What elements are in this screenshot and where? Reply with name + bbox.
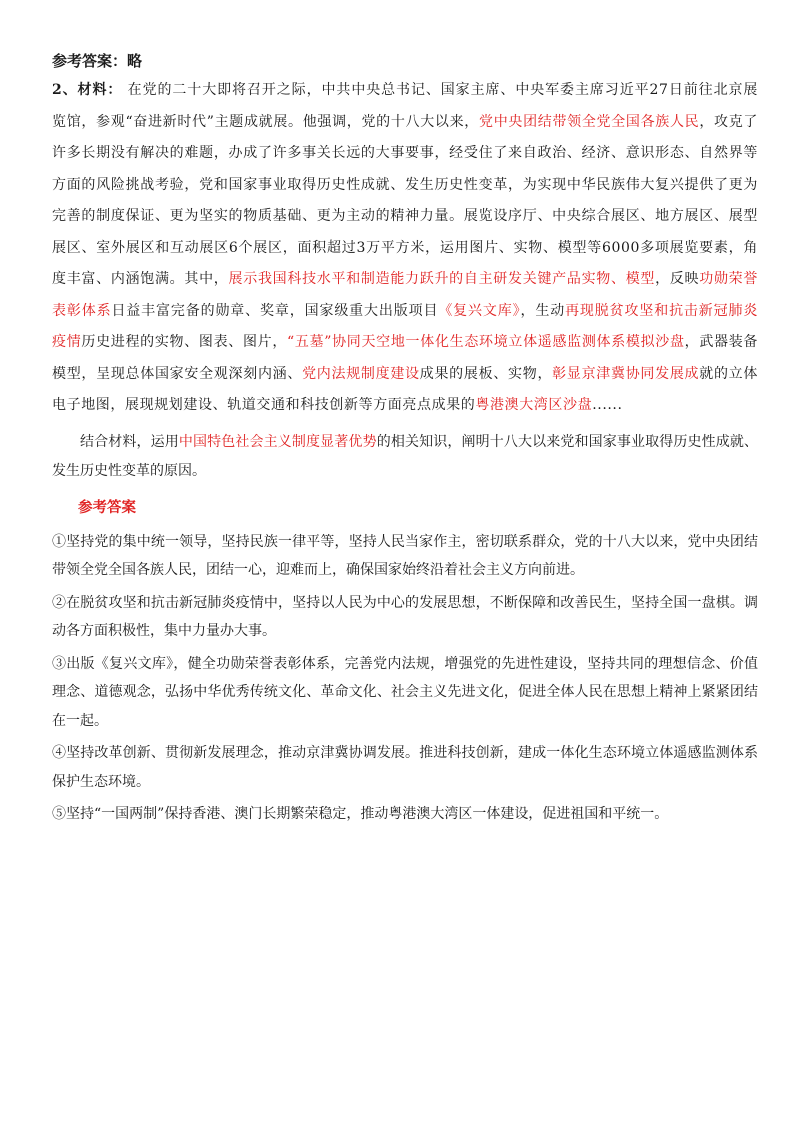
answer-item: ①坚持党的集中统一领导，坚持民族一律平等，坚持人民当家作主，密切联系群众，党的十八大以来，党中央团结带领全党全国各族人民，团结一心，迎难而上，确保国家始终沿着社会主义方向前进。 bbox=[52, 533, 758, 578]
reference-answer-heading: 参考答案：略 bbox=[52, 52, 143, 70]
text-segment: 历史进程的实物、图表、图片， bbox=[81, 334, 288, 350]
text-segment: ，反映 bbox=[655, 271, 700, 287]
text-segment: 在党的二十大即将召开之际，中共中央总书记、国家主席、中央军委主席习近平27日前往北京展览馆，参观“奋进新时代”主题成就展。他强调，党的十八大以来， bbox=[52, 82, 758, 130]
text-segment: 结合材料，运用 bbox=[80, 433, 179, 450]
answer-item: ⑤坚持“一国两制”保持香港、澳门长期繁荣稳定，推动粤港澳大湾区一体建设，促进祖国和平统一。 bbox=[52, 806, 669, 822]
text-segment: ，武器装备模型，呈现总体国家安全观深刻内涵、 bbox=[52, 334, 759, 382]
highlighted-text: 粤港澳大湾区沙盘 bbox=[475, 397, 593, 413]
question-number: 2、材料： bbox=[52, 82, 123, 98]
text-segment: 日益丰富完备的勋章、奖章，国家级重大出版项目 bbox=[111, 302, 439, 319]
highlighted-text: 党内法规制度建设 bbox=[302, 365, 420, 382]
document-page bbox=[52, 48, 758, 833]
highlighted-text: 党中央团结带领全党全国各族人民 bbox=[479, 113, 700, 130]
highlighted-text: 《复兴文库》 bbox=[438, 302, 521, 319]
highlighted-text: 再现脱贫攻坚和抗击新冠肺炎疫情 bbox=[52, 302, 758, 350]
material-paragraph bbox=[52, 75, 758, 422]
text-segment: ，攻克了许多长期没有解决的难题，办成了许多事关长远的大事要事，经受住了来自政治、经济、意识形态、自然界等方面的风险挑战考验，党和国家事业取得历史性成就、发生历史性变革，为实现中华民族伟大复兴提供了更为完善的制度保证、更为坚实的物质基础、更为主动的精神力量。展览设序厅、中央综合展区、地方展区、展型展区、室外展区和互动展区6个展区，面积超过3万平方米，运用图片、实物、模型等6000多项展览要素，角度丰富、内涵饱满。其中， bbox=[52, 113, 759, 287]
highlighted-text: “五墓”协同天空地一体化生态环境立体遥感监测体系模拟沙盘 bbox=[287, 334, 685, 350]
answer-item: ④坚持改革创新、贯彻新发展理念，推动京津冀协调发展。推进科技创新，建成一体化生态环境立体遥感监测体系保护生态环境。 bbox=[52, 745, 758, 790]
text-segment: 成果的展板、实物， bbox=[419, 365, 553, 382]
answer-item: ②在脱贫攻坚和抗击新冠肺炎疫情中，坚持以人民为中心的发展思想，不断保障和改善民生，坚持全国一盘棋。调动各方面积极性，集中力量办大事。 bbox=[52, 594, 758, 639]
highlighted-text: 彰显京津冀协同发展成 bbox=[552, 365, 700, 382]
answer-item: ③出版《复兴文库》，健全功勋荣誉表彰体系，完善党内法规，增强党的先进性建设，坚持共同的理想信念、价值理念、道德观念，弘扬中华优秀传统文化、革命文化、社会主义先进文化，促进全体人民在思想上精神上紧紧团结在一起。 bbox=[52, 655, 758, 729]
answer-list bbox=[52, 528, 758, 829]
text-segment: ...... bbox=[592, 397, 623, 413]
question-paragraph bbox=[52, 428, 758, 486]
text-segment: ，生动 bbox=[520, 302, 566, 319]
highlighted-text: 展示我国科技水平和制造能力跃升的自主研发关键产品实物、模型 bbox=[228, 271, 656, 287]
highlighted-text: 功勋荣誉表彰体系 bbox=[52, 271, 758, 319]
text-segment: 就的立体电子地图，展现规划建设、轨道交通和科技创新等方面亮点成果的 bbox=[52, 365, 758, 413]
highlighted-text: 中国特色社会主义制度显著优势 bbox=[178, 433, 377, 450]
answer-title: 参考答案 bbox=[78, 498, 136, 516]
text-segment: 的相关知识，阐明十八大以来党和国家事业取得历史性成就、发生历史性变革的原因。 bbox=[52, 433, 759, 479]
